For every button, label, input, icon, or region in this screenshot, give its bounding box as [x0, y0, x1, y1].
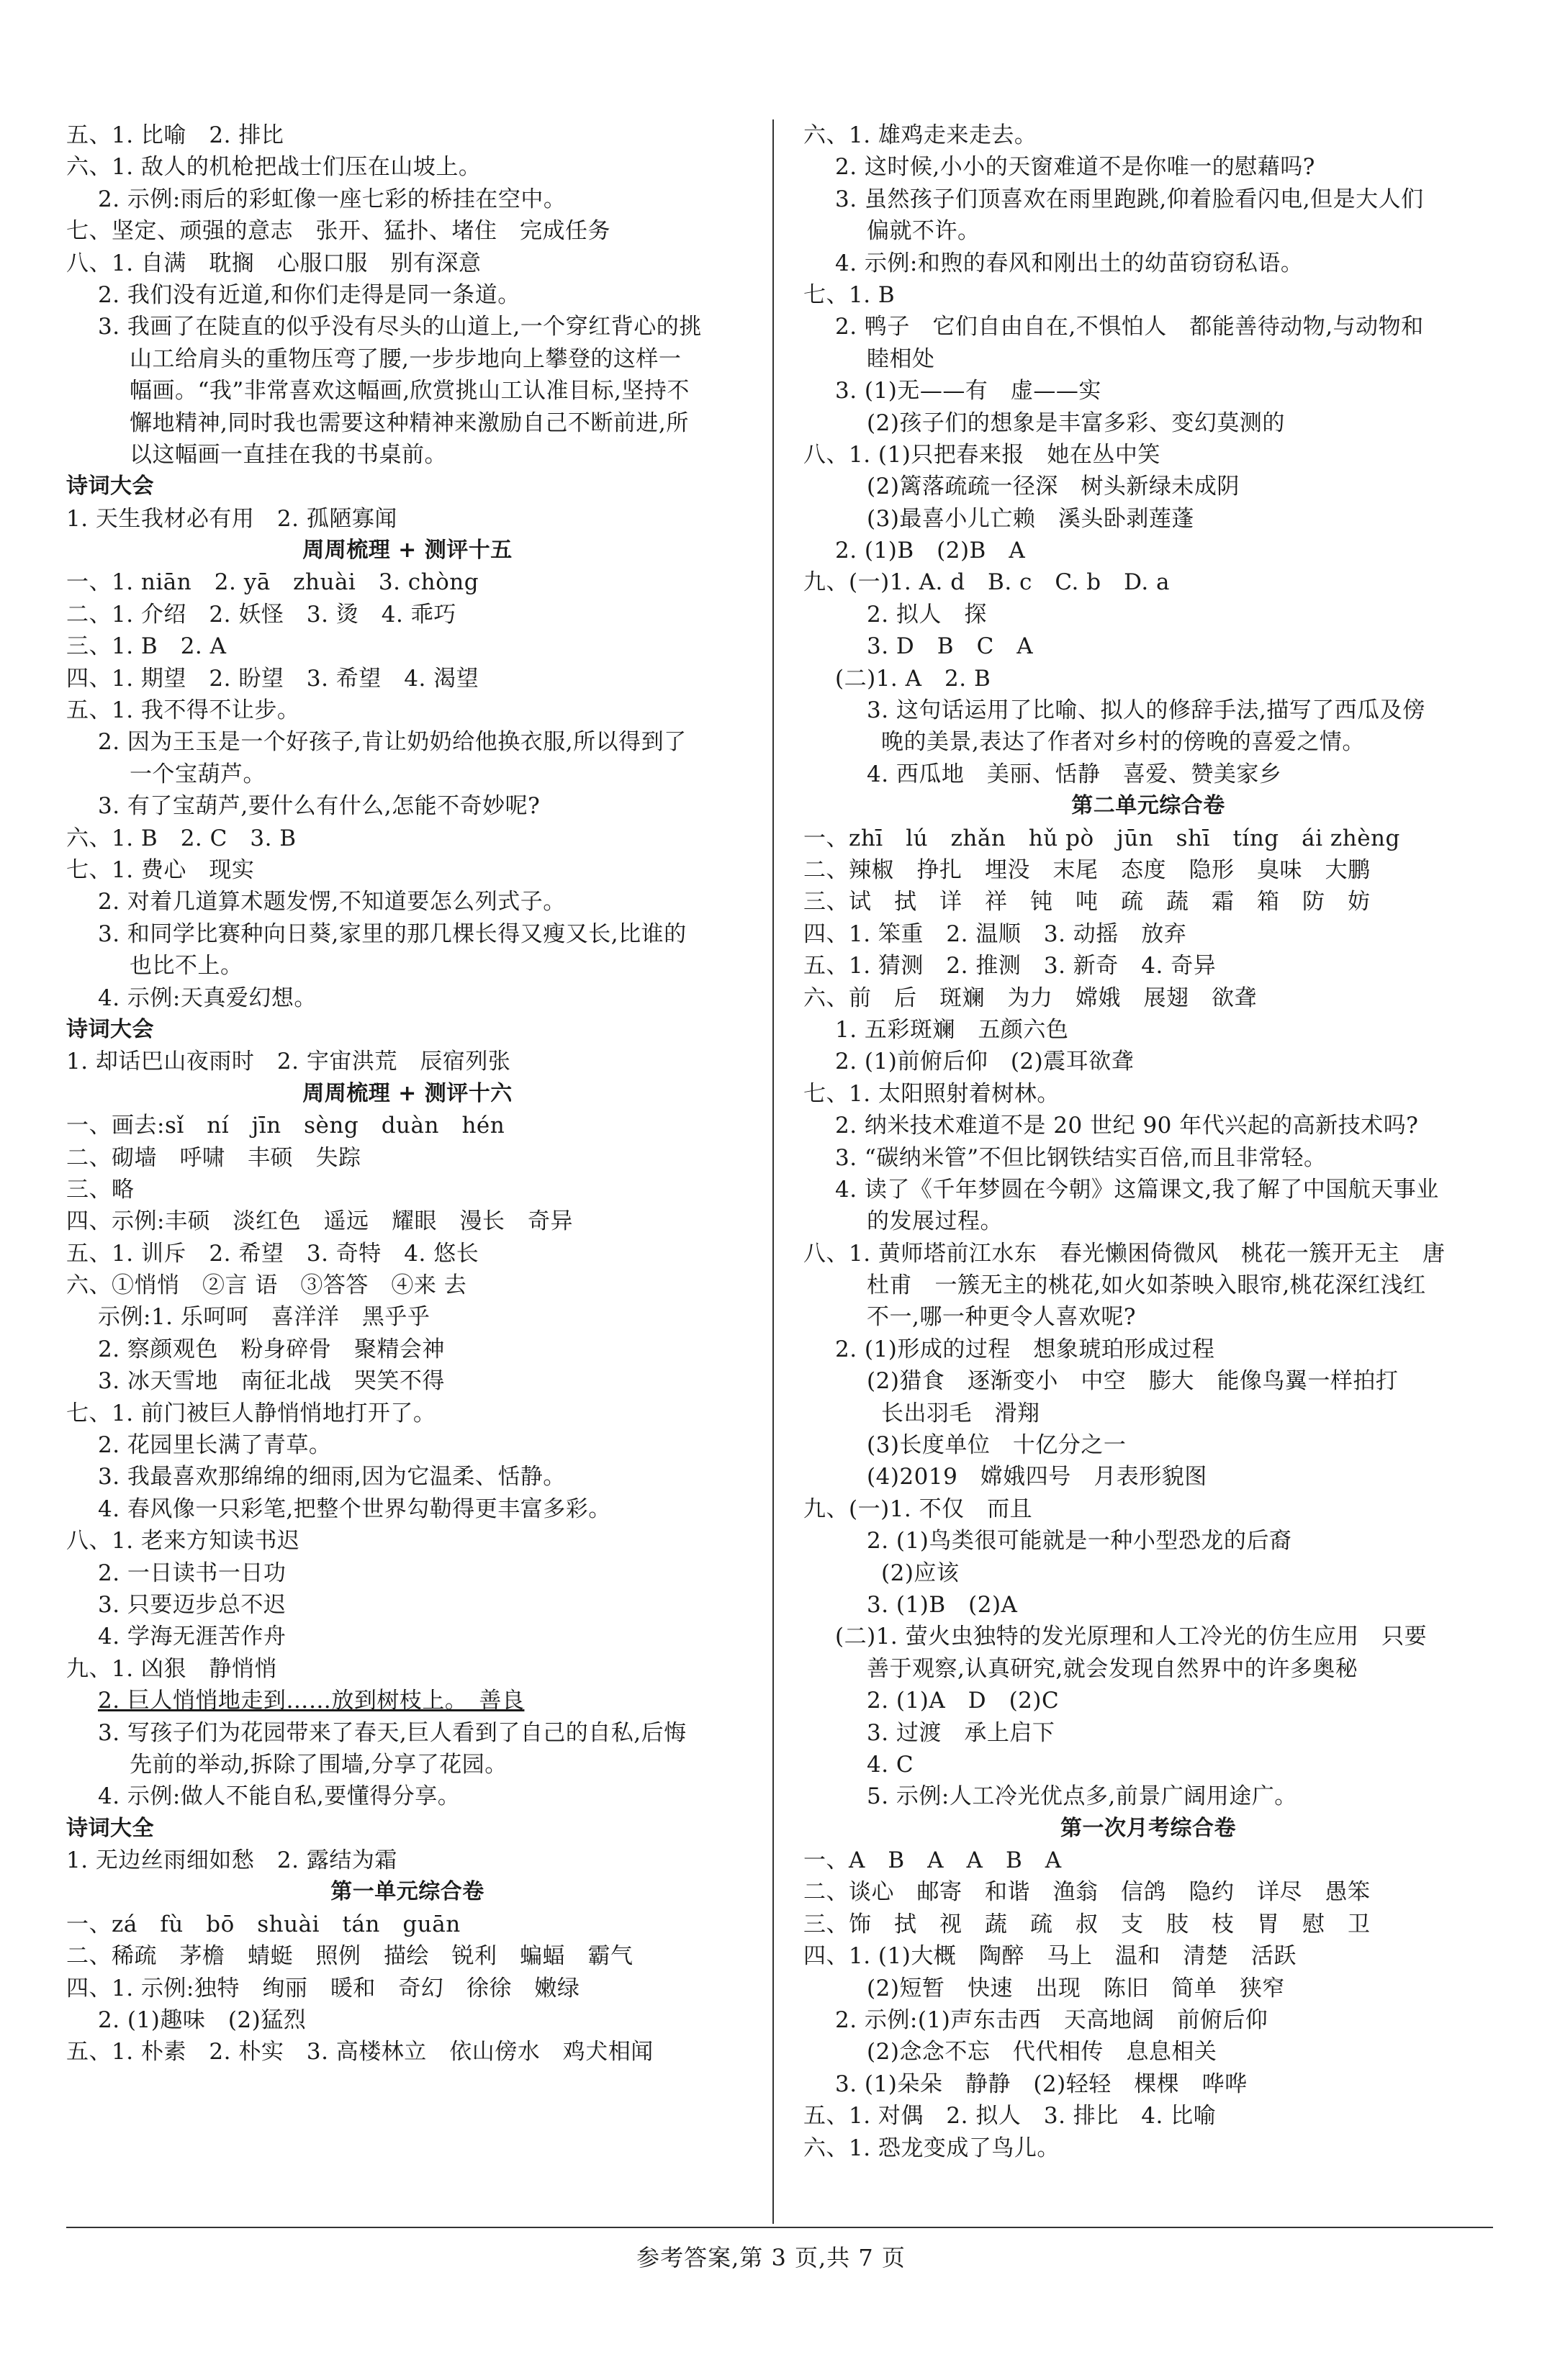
- section-title: 第二单元综合卷: [1071, 793, 1225, 819]
- answer-line: 五、1. 对偶 2. 拟人 3. 排比 4. 比喻: [803, 2103, 1217, 2130]
- answer-line: 四、1. (1)大概 陶醉 马上 温和 清楚 活跃: [803, 1943, 1297, 1970]
- answer-line: 2. 对着几道算术题发愣,不知道要怎么列式子。: [98, 889, 566, 915]
- answer-line: (二)1. A 2. B: [835, 665, 991, 692]
- answer-line: (3)最喜小儿亡赖 溪头卧剥莲蓬: [867, 505, 1194, 532]
- answer-line: 一、A B A A B A: [803, 1847, 1062, 1874]
- answer-line: 4. 示例:和煦的春风和刚出土的幼苗窃窃私语。: [835, 250, 1304, 276]
- answer-line: 九、1. 凶狠 静悄悄: [66, 1655, 277, 1682]
- answer-line: 睦相处: [867, 345, 935, 372]
- answer-line: 3. 这句话运用了比喻、拟人的修辞手法,描写了西瓜及傍: [867, 697, 1425, 724]
- answer-line: 七、1. 前门被巨人静悄悄地打开了。: [66, 1400, 436, 1426]
- answer-line: 2. 示例:雨后的彩虹像一座七彩的桥挂在空中。: [98, 186, 567, 212]
- answer-line: 2. 我们没有近道,和你们走得是同一条道。: [98, 281, 520, 308]
- answer-line: 八、1. 自满 耽搁 心服口服 别有深意: [66, 250, 482, 276]
- answer-line: 二、1. 介绍 2. 妖怪 3. 烫 4. 乖巧: [66, 601, 456, 628]
- left-column: [66, 119, 749, 2068]
- answer-line: 1. 却话巴山夜雨时 2. 宇宙洪荒 辰宿列张: [66, 1049, 511, 1075]
- section-title: 第一次月考综合卷: [1060, 1815, 1236, 1841]
- answer-line: 四、1. 期望 2. 盼望 3. 希望 4. 渴望: [66, 665, 479, 692]
- answer-line: 三、1. B 2. A: [66, 633, 227, 660]
- answer-line: 2. (1)前俯后仰 (2)震耳欲聋: [835, 1049, 1135, 1075]
- section-title: 第一单元综合卷: [330, 1879, 484, 1905]
- answer-line: 幅画。“我”非常喜欢这幅画,欣赏挑山工认准目标,坚持不: [130, 378, 690, 404]
- right-column: [803, 119, 1493, 2164]
- answer-line: 九、(一)1. A. d B. c C. b D. a: [803, 569, 1171, 596]
- answer-line: 一个宝葫芦。: [130, 761, 266, 787]
- answer-line: 二、辣椒 挣扎 埋没 末尾 态度 隐形 臭味 大鹏: [803, 856, 1371, 883]
- answer-line: 五、1. 比喻 2. 排比: [66, 122, 284, 148]
- answer-line: 3. (1)无——有 虚——实: [835, 378, 1101, 404]
- answer-line: 晚的美景,表达了作者对乡村的傍晚的喜爱之情。: [881, 729, 1365, 756]
- answer-line: 四、1. 示例:独特 绚丽 暖和 奇幻 徐徐 嫩绿: [66, 1975, 580, 2001]
- column-divider: [772, 119, 774, 2224]
- answer-line: 六、1. 敌人的机枪把战士们压在山坡上。: [66, 154, 482, 181]
- answer-line: 2. (1)趣味 (2)猛烈: [98, 2007, 307, 2034]
- answer-line: 3. 我最喜欢那绵绵的细雨,因为它温柔、恬静。: [98, 1464, 566, 1490]
- answer-line: 3. 写孩子们为花园带来了春天,巨人看到了自己的自私,后悔: [98, 1719, 687, 1746]
- answer-line: 山工给肩头的重物压弯了腰,一步步地向上攀登的这样一: [130, 345, 682, 372]
- answer-line: 2. 这时候,小小的天窗难道不是你唯一的慰藉吗?: [835, 154, 1315, 181]
- answer-line: 先前的举动,拆除了围墙,分享了花园。: [130, 1751, 508, 1778]
- answer-line: 二、谈心 邮寄 和谐 渔翁 信鸽 隐约 详尽 愚笨: [803, 1879, 1371, 1906]
- answer-line: 2. 纳米技术难道不是 20 世纪 90 年代兴起的高新技术吗?: [835, 1113, 1419, 1139]
- answer-line: 善于观察,认真研究,就会发现自然界中的许多奥秘: [867, 1655, 1358, 1682]
- answer-line: 5. 示例:人工冷光优点多,前景广阔用途广。: [867, 1783, 1297, 1810]
- answer-line: 4. 读了《千年梦圆在今朝》这篇课文,我了解了中国航天事业: [835, 1176, 1439, 1203]
- answer-line: (2)应该: [881, 1560, 960, 1586]
- page-footer: 参考答案,第 3 页,共 7 页: [636, 2244, 906, 2271]
- answer-line: 八、1. (1)只把春来报 她在丛中笑: [803, 441, 1160, 468]
- answer-line: 2. 鸭子 它们自由自在,不惧怕人 都能善待动物,与动物和: [835, 314, 1424, 340]
- answer-line: 三、试 拭 详 祥 钝 吨 疏 蔬 霜 箱 防 妨: [803, 889, 1371, 915]
- answer-line: 四、1. 笨重 2. 温顺 3. 动摇 放弃: [803, 920, 1187, 947]
- answer-line: 3. 冰天雪地 南征北战 哭笑不得: [98, 1368, 445, 1395]
- answer-line: 2. 示例:(1)声东击西 天高地阔 前俯后仰: [835, 2007, 1268, 2034]
- answer-line: 2. 因为王玉是一个好孩子,肯让奶奶给他换衣服,所以得到了: [98, 729, 687, 756]
- answer-line: 七、1. 费心 现实: [66, 856, 255, 883]
- answer-line: 的发展过程。: [867, 1208, 1003, 1235]
- answer-line: (2)篱落疏疏一径深 树头新绿未成阴: [867, 474, 1240, 500]
- section-title: 周周梳理 + 测评十五: [302, 538, 513, 564]
- subsection-title: 诗词大会: [66, 1016, 154, 1042]
- answer-line: 4. 春风像一只彩笔,把整个世界勾勒得更丰富多彩。: [98, 1496, 611, 1522]
- answer-line: 一、1. niān 2. yā zhuài 3. chòng: [66, 569, 479, 596]
- answer-line: 2. 拟人 探: [867, 601, 987, 628]
- answer-line: 四、示例:丰硕 淡红色 遥远 耀眼 漫长 奇异: [66, 1208, 573, 1235]
- answer-line: 六、①悄悄 ②言 语 ③答答 ④来 去: [66, 1272, 467, 1299]
- answer-line: 2. 察颜观色 粉身碎骨 聚精会神: [98, 1336, 445, 1362]
- answer-line: 五、1. 猜测 2. 推测 3. 新奇 4. 奇异: [803, 953, 1217, 979]
- answer-line: 六、1. B 2. C 3. B: [66, 825, 297, 851]
- answer-line: 3. 和同学比赛种向日葵,家里的那几棵长得又瘦又长,比谁的: [98, 920, 687, 947]
- answer-line: 一、画去:sǐ ní jīn sèng duàn hén: [66, 1113, 505, 1139]
- answer-line: 长出羽毛 滑翔: [881, 1400, 1040, 1426]
- answer-line: 偏就不许。: [867, 218, 980, 245]
- answer-line: 3. 有了宝葫芦,要什么有什么,怎能不奇妙呢?: [98, 793, 541, 820]
- answer-line: 4. 示例:做人不能自私,要懂得分享。: [98, 1783, 461, 1810]
- answer-line: (4)2019 嫦娥四号 月表形貌图: [867, 1464, 1207, 1490]
- answer-line: 八、1. 黄师塔前江水东 春光懒困倚微风 桃花一簇开无主 唐: [803, 1240, 1446, 1267]
- answer-line: 4. C: [867, 1751, 914, 1778]
- section-title: 周周梳理 + 测评十六: [302, 1080, 513, 1106]
- answer-line: 七、1. B: [803, 281, 896, 308]
- answer-line: (2)短暂 快速 出现 陈旧 简单 狭窄: [867, 1975, 1285, 2001]
- answer-line: 1. 无边丝雨细如愁 2. 露结为霜: [66, 1847, 397, 1874]
- answer-line: 三、略: [66, 1176, 135, 1203]
- answer-line: 懈地精神,同时我也需要这种精神来激励自己不断前进,所: [130, 410, 689, 436]
- answer-line: 三、饰 拭 视 蔬 疏 叔 支 肢 枝 胃 慰 卫: [803, 1911, 1371, 1937]
- answer-line: 六、前 后 斑斓 为力 嫦娥 展翅 欲聋: [803, 985, 1257, 1011]
- answer-line: 示例:1. 乐呵呵 喜洋洋 黑乎乎: [98, 1304, 430, 1331]
- answer-line: 也比不上。: [130, 953, 243, 979]
- answer-line: (2)孩子们的想象是丰富多彩、变幻莫测的: [867, 410, 1285, 436]
- answer-line: 3. 我画了在陡直的似乎没有尽头的山道上,一个穿红背心的挑: [98, 314, 702, 340]
- answer-line: 3. 虽然孩子们顶喜欢在雨里跑跳,仰着脸看闪电,但是大人们: [835, 186, 1424, 212]
- answer-line: 2. 一日读书一日功: [98, 1560, 287, 1586]
- answer-line: (2)念念不忘 代代相传 息息相关: [867, 2039, 1217, 2065]
- answer-line: 3. D B C A: [867, 633, 1034, 660]
- answer-line: 杜甫 一簇无主的桃花,如火如荼映入眼帘,桃花深红浅红: [867, 1272, 1426, 1299]
- answer-line: 3. “碳纳米管”不但比钢铁结实百倍,而且非常轻。: [835, 1144, 1327, 1171]
- answer-line: (3)长度单位 十亿分之一: [867, 1432, 1127, 1459]
- answer-line: 3. (1)朵朵 静静 (2)轻轻 棵棵 哗哗: [835, 2071, 1248, 2097]
- answer-line: 六、1. 雄鸡走来走去。: [803, 122, 1037, 148]
- answer-line: 2. (1)形成的过程 想象琥珀形成过程: [835, 1336, 1215, 1362]
- answer-line: 3. 只要迈步总不迟: [98, 1591, 287, 1618]
- answer-line: 1. 天生我材必有用 2. 孤陋寡闻: [66, 505, 397, 532]
- answer-line: 五、1. 我不得不让步。: [66, 697, 300, 724]
- answer-line: 五、1. 朴素 2. 朴实 3. 高楼林立 依山傍水 鸡犬相闻: [66, 2039, 654, 2065]
- answer-line: 一、zá fù bō shuài tán guān: [66, 1911, 461, 1937]
- answer-line: 六、1. 恐龙变成了鸟儿。: [803, 2135, 1060, 2161]
- answer-line: 2. (1)鸟类很可能就是一种小型恐龙的后裔: [867, 1528, 1292, 1555]
- subsection-title: 诗词大全: [66, 1815, 154, 1841]
- answer-line: 以这幅画一直挂在我的书桌前。: [130, 441, 447, 468]
- answer-line: 五、1. 训斥 2. 希望 3. 奇特 4. 悠长: [66, 1240, 479, 1267]
- answer-line: 七、坚定、顽强的意志 张开、猛扑、堵住 完成任务: [66, 218, 610, 245]
- answer-line: 九、(一)1. 不仅 而且: [803, 1496, 1033, 1522]
- answer-line: 2. 花园里长满了青草。: [98, 1432, 332, 1459]
- answer-line: 4. 学海无涯苦作舟: [98, 1624, 287, 1650]
- subsection-title: 诗词大会: [66, 474, 154, 499]
- answer-line: 3. (1)B (2)A: [867, 1591, 1018, 1618]
- footer-rule: [66, 2227, 1493, 2228]
- answer-line: 3. 过渡 承上启下: [867, 1719, 1055, 1746]
- answer-line: (2)猎食 逐渐变小 中空 膨大 能像鸟翼一样拍打: [867, 1368, 1399, 1395]
- answer-line: 2. 巨人悄悄地走到……放到树枝上。 善良: [98, 1688, 525, 1714]
- answer-line: 七、1. 太阳照射着树林。: [803, 1080, 1060, 1107]
- answer-line: 2. (1)B (2)B A: [835, 538, 1026, 564]
- answer-line: 1. 五彩斑斓 五颜六色: [835, 1016, 1069, 1043]
- answer-line: 二、砌墙 呼啸 丰硕 失踪: [66, 1144, 361, 1171]
- answer-line: 4. 西瓜地 美丽、恬静 喜爱、赞美家乡: [867, 761, 1282, 787]
- answer-line: 八、1. 老来方知读书迟: [66, 1528, 300, 1555]
- answer-line: 不一,哪一种更令人喜欢呢?: [867, 1304, 1136, 1331]
- answer-line: 2. (1)A D (2)C: [867, 1688, 1060, 1714]
- answer-line: 二、稀疏 茅檐 蜻蜓 照例 描绘 锐利 蝙蝠 霸气: [66, 1943, 634, 1970]
- answer-line: 4. 示例:天真爱幻想。: [98, 985, 317, 1011]
- answer-line: (二)1. 萤火虫独特的发光原理和人工冷光的仿生应用 只要: [835, 1624, 1428, 1650]
- answer-line: 一、zhī lú zhǎn hǔ pò jūn shī tíng ái zhèng: [803, 825, 1400, 851]
